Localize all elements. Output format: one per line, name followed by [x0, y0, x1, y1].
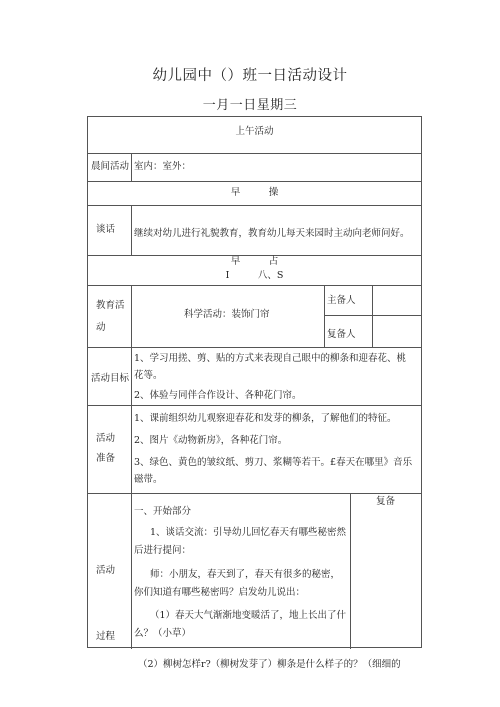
row-divider [88, 493, 421, 494]
process-label-line-1: 活动 [96, 565, 116, 576]
edu-label-line-2: 动 [96, 322, 106, 333]
goal-label: 活动目标 [91, 373, 130, 384]
process-label-line-2: 过程 [96, 631, 116, 642]
prep-item: 3、绿色、黄色的皱纹纸、剪刀、浆糊等若干。£春天在哪里》音乐磁带。 [134, 457, 413, 485]
break-line-1: 早 占 [230, 256, 279, 267]
continued-text: （2）柳树怎样r?（柳树发芽了）柳条是什么样子的？（细细的 [138, 659, 401, 670]
edu-label-line-1: 教育活 [96, 300, 125, 311]
col-divider [131, 153, 132, 181]
row-divider [88, 205, 421, 206]
col-divider [131, 205, 132, 255]
prep-item: 1、课前组织幼儿观察迎春花和发芽的柳条，了解他们的特征。 [134, 413, 397, 424]
row-divider [88, 405, 421, 406]
lead-teacher-label: 主备人 [327, 295, 356, 306]
break-line-2: I 八、S [225, 270, 284, 281]
talk-content: 继续对幼儿进行礼貌教育，教育幼儿每天来园时主动向老师问好。 [134, 228, 410, 239]
col-divider [372, 285, 373, 347]
process-step: （1）春天大气渐渐地变暖活了，地上长出了什么？（小草） [134, 610, 347, 640]
edu-activity-name: 科学活动：装饰门帘 [184, 309, 270, 320]
talk-label: 谈话 [96, 224, 116, 235]
prep-item: 2、图片《动物新房》，各种花门帘。 [134, 435, 288, 446]
goal-item: 2、体验与同伴合作设计、各种花门帘。 [134, 390, 302, 401]
page-title: 幼儿园中（）班一日活动设计 [152, 68, 348, 84]
col-divider [350, 493, 351, 649]
process-step: 1、谈话交流：引导幼儿回忆春天有哪些秘密然后进行提问： [134, 527, 347, 557]
col-divider [131, 285, 132, 649]
process-step: 一、开始部分 [134, 506, 192, 517]
date-line: 一月一日星期三 [202, 98, 298, 113]
goal-item: 1、学习用搓、剪、贴的方式来表现自己眼中的柳条和迎春花、桃花等。 [134, 353, 407, 381]
activity-table [87, 116, 422, 648]
process-review-label: 复备 [376, 496, 396, 507]
morning-exercise-label: 早 操 [230, 187, 279, 198]
morning-activity-label: 晨间活动 [91, 161, 130, 172]
morning-activity-value: 室内：室外： [134, 161, 192, 172]
prep-label-line-2: 准备 [96, 453, 116, 464]
morning-header: 上午活动 [235, 126, 274, 137]
prep-label-line-1: 活动 [96, 433, 116, 444]
process-step: 师：小朋友，春天到了，春天有很多的秘密，你们知道有哪些秘密吗？启发幼儿说出： [134, 569, 341, 599]
row-divider [88, 181, 421, 182]
row-divider [88, 153, 421, 154]
col-divider [324, 285, 325, 347]
co-teacher-label: 复备人 [327, 329, 356, 340]
row-divider [88, 347, 421, 348]
